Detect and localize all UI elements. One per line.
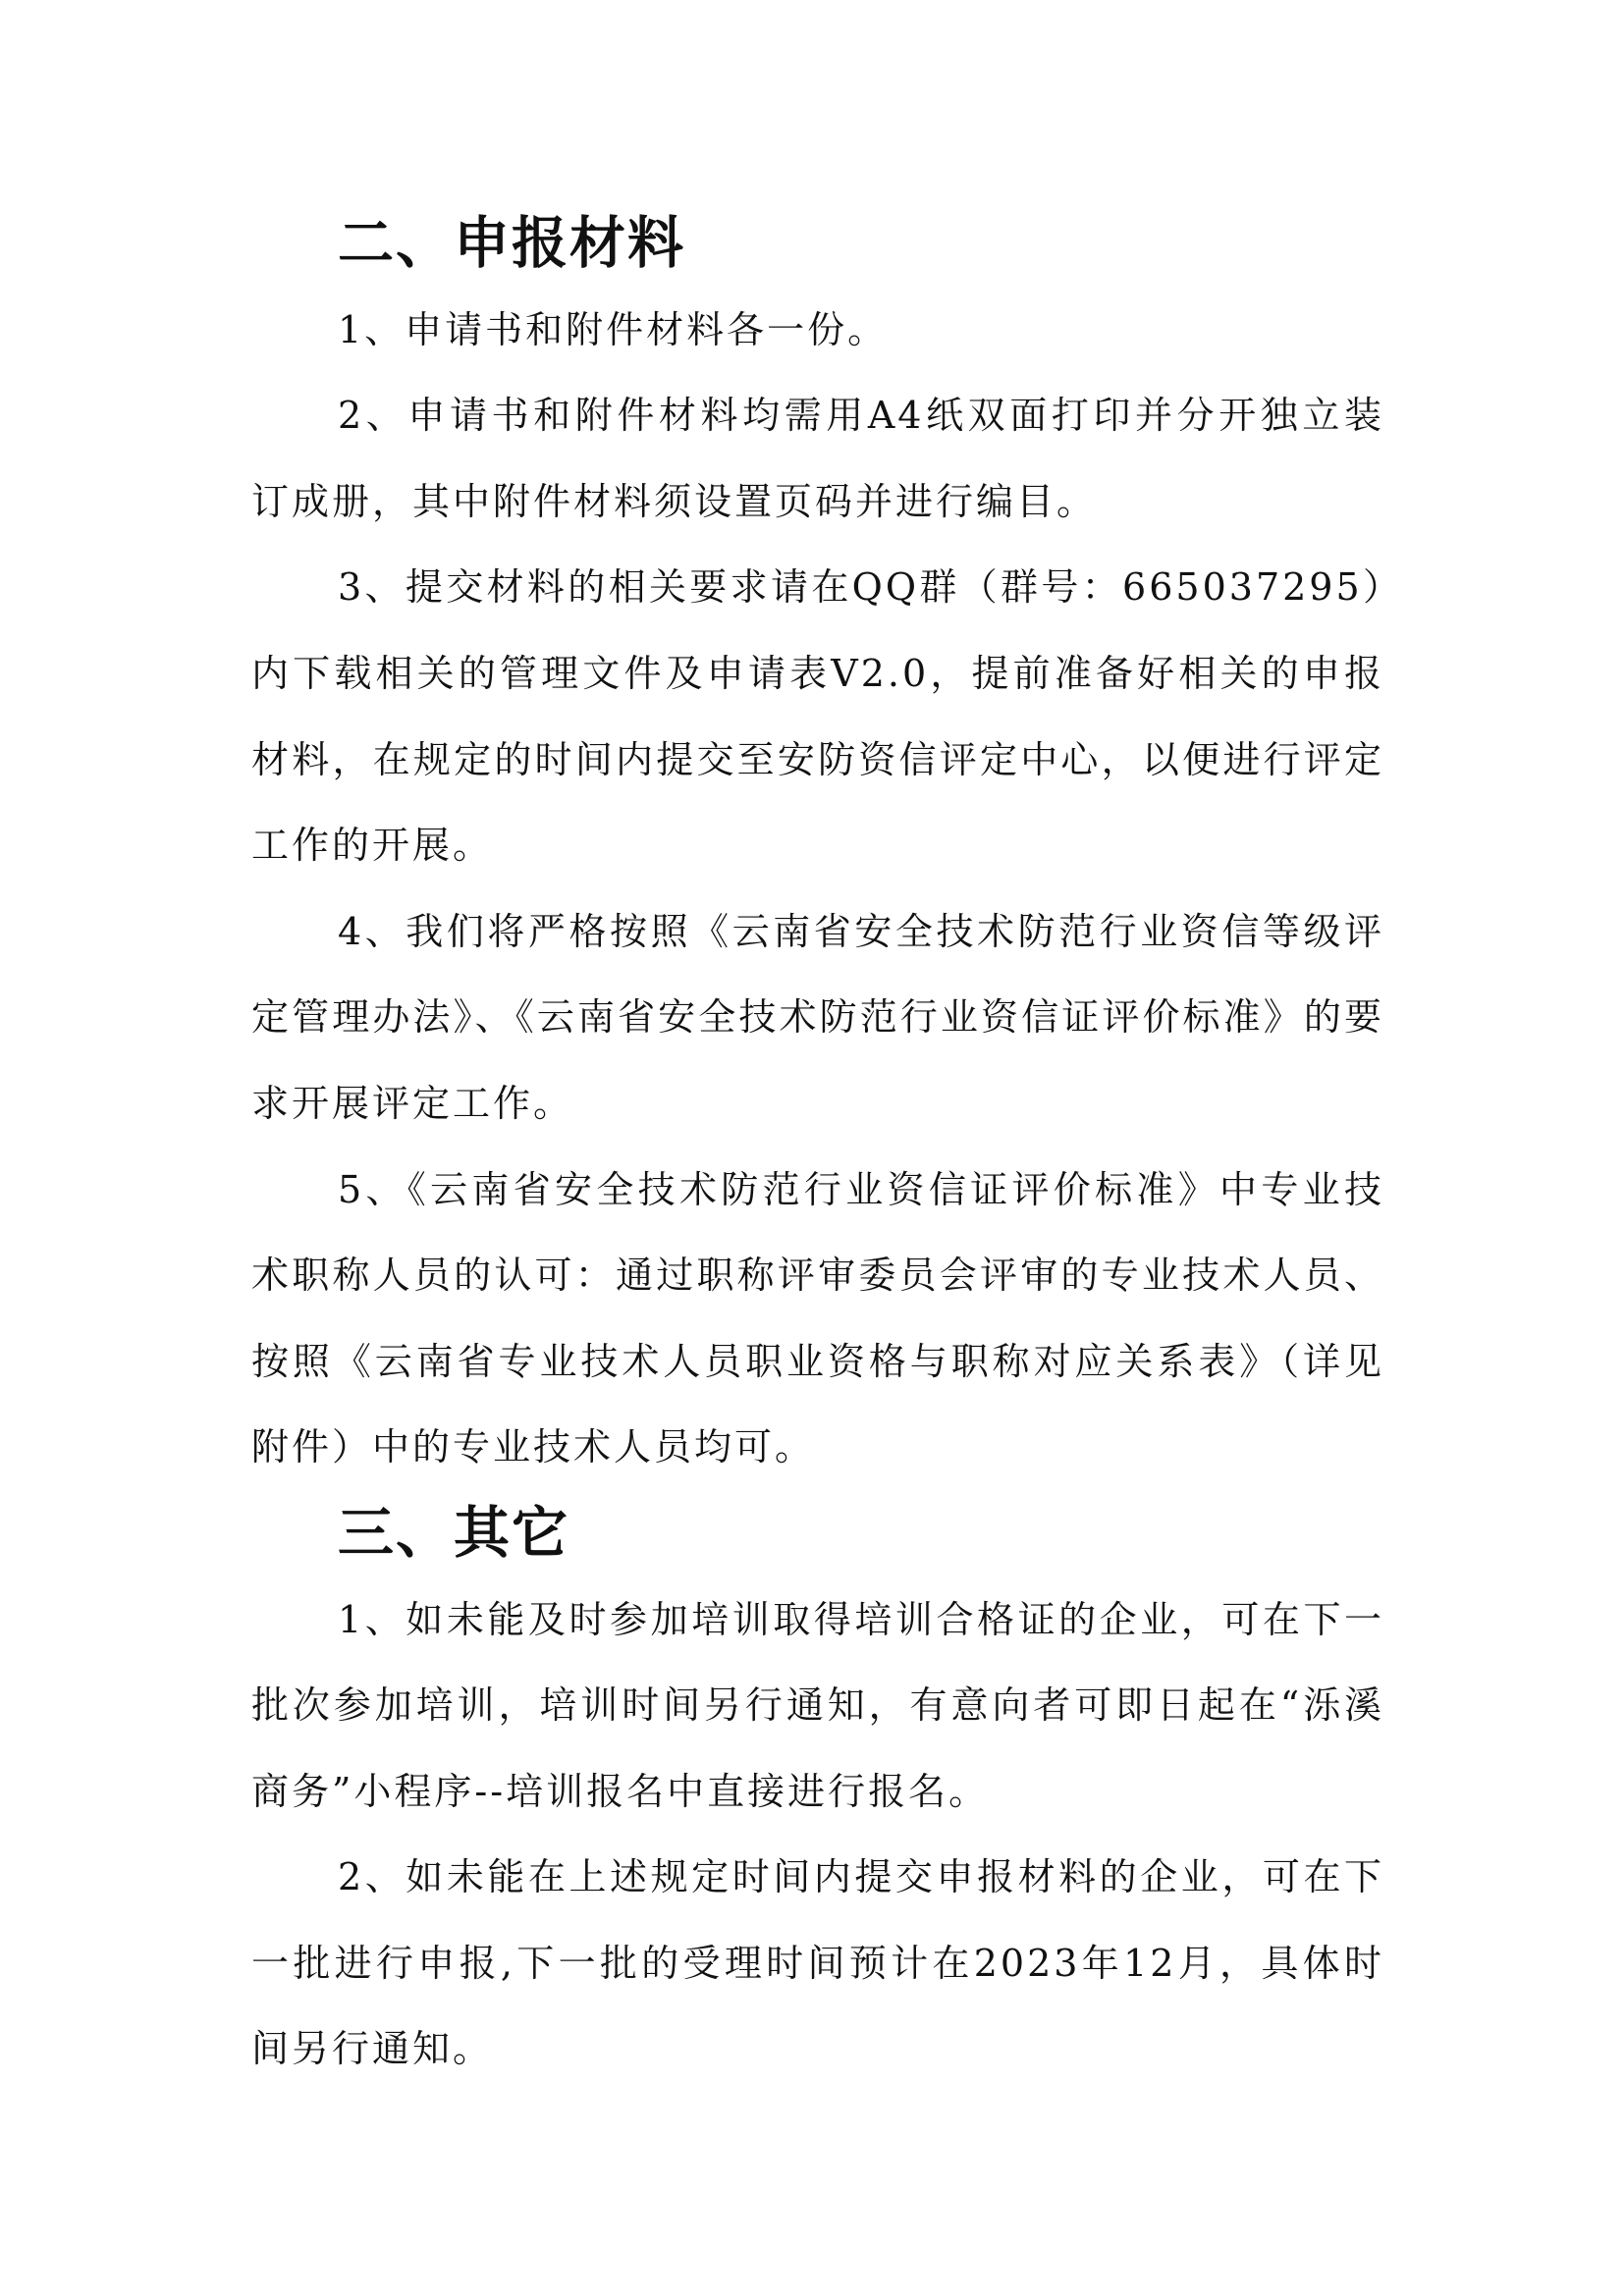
paragraph-other-1: 1、如未能及时参加培训取得培训合格证的企业，可在下一批次参加培训，培训时间另行通知，有意向者可即日起在“泺溪商务”小程序--培训报名中直接进行报名。 <box>251 1597 1384 1813</box>
paragraph-materials-2: 2、申请书和附件材料均需用A4纸双面打印并分开独立装订成册，其中附件材料须设置页码并进行编目。 <box>251 394 1384 523</box>
document-page <box>251 201 1384 2093</box>
paragraph-materials-3: 3、提交材料的相关要求请在QQ群（群号：665037295）内下载相关的管理文件及申请表V2.0，提前准备好相关的申报材料，在规定的时间内提交至安防资信评定中心，以便进行评定工作的开展。 <box>251 565 1384 868</box>
paragraph-other-2: 2、如未能在上述规定时间内提交申报材料的企业，可在下一批进行申报,下一批的受理时间预计在2023年12月，具体时间另行通知。 <box>251 1855 1384 2071</box>
section-heading-other: 三、其它 <box>338 1500 569 1566</box>
section-heading-materials: 二、申报材料 <box>338 211 685 276</box>
paragraph-materials-1: 1、申请书和附件材料各一份。 <box>338 307 889 351</box>
paragraph-materials-4: 4、我们将严格按照《云南省安全技术防范行业资信等级评定管理办法》、《云南省安全技术防范行业资信证评价标准》的要求开展评定工作。 <box>251 909 1384 1125</box>
paragraph-materials-5: 5、《云南省安全技术防范行业资信证评价标准》中专业技术职称人员的认可：通过职称评审委员会评审的专业技术人员、按照《云南省专业技术人员职业资格与职称对应关系表》（详见附件）中的专业技术人员均可。 <box>251 1167 1384 1469</box>
